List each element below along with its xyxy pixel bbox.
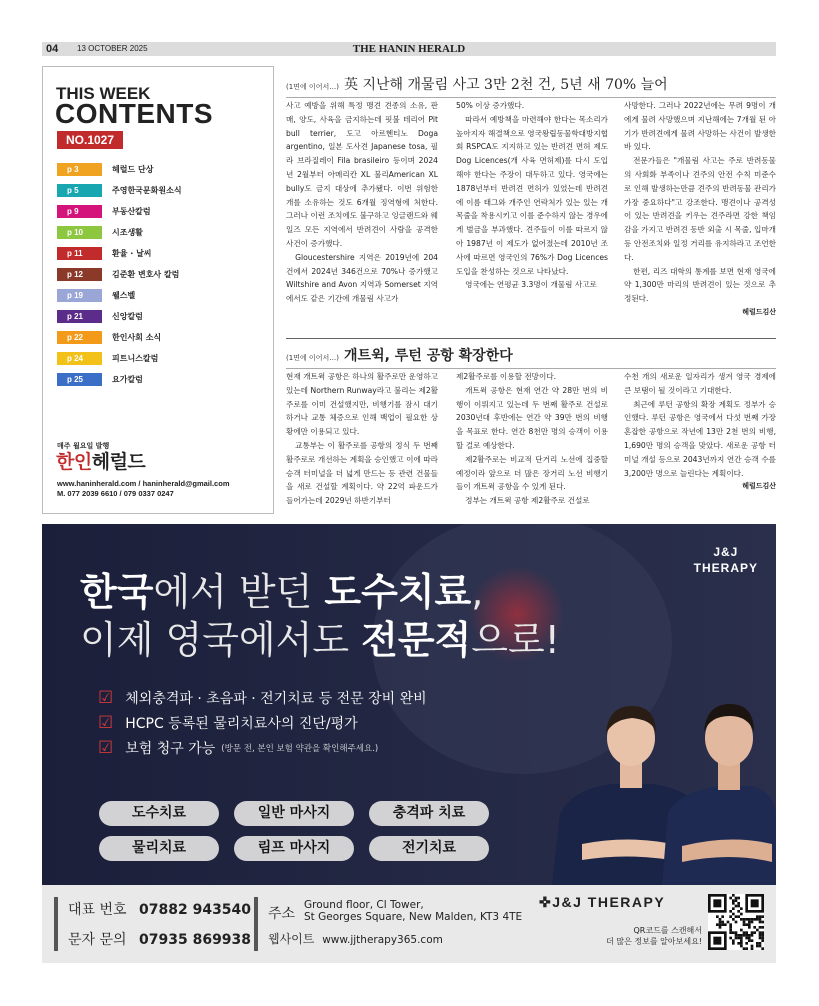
- article1-column-2: [456, 99, 608, 292]
- service-pill: 물리치료: [99, 836, 219, 861]
- article2-continued: (1면에 이어서…): [286, 354, 339, 362]
- website-email: www.haninherald.com / haninherald@gmail.com: [57, 479, 230, 488]
- contents-page-badge: p 25: [57, 373, 102, 386]
- logo-jj: J&J: [713, 545, 739, 559]
- article2-column-1: [286, 370, 438, 508]
- text-phone-row: [68, 929, 251, 949]
- article-paragraph: 현재 개트윅 공항은 하나의 활주로만 운영하고 있는데 Northern Runway라고 불리는 제2활주로를 이미 건설했지만, 비행기를 잠시 대기하거나 교통 체증으로 인해 백업이 필요한 상황에만 이용되고 있다.: [286, 372, 438, 437]
- contents-page-badge: p 3: [57, 163, 102, 176]
- article-paragraph: 한편, 리즈 대학의 통계를 보면 현재 영국에 약 1,300만 마리의 반려견이 있는 것으로 추정된다.: [624, 266, 776, 304]
- qr-caption-2: 더 많은 정보를 알아보세요!: [606, 937, 702, 946]
- article-paragraph: 영국에는 연평균 3.3명이 개물림 사고로: [465, 280, 597, 290]
- contents-item: [57, 331, 161, 344]
- text-phone-label: 문자 문의: [68, 932, 127, 948]
- headline-professional: 전문적: [361, 618, 472, 662]
- service-pill: 일반 마사지: [234, 801, 354, 826]
- jj-therapy-logo: [694, 544, 758, 576]
- article2-column-3: [624, 370, 776, 494]
- contents-item: [57, 268, 179, 281]
- page-number: 04: [46, 43, 59, 55]
- rep-phone-number: 07882 943540: [139, 902, 252, 918]
- footer-brand-text: J&J THERAPY: [552, 894, 666, 910]
- website-label: 웹사이트: [268, 932, 315, 946]
- contents-page-badge: p 19: [57, 289, 102, 302]
- logo-red-part: 한인: [56, 451, 92, 473]
- contents-box: [42, 66, 274, 514]
- headline-end: 으로!: [471, 618, 560, 662]
- contents-page-badge: p 12: [57, 268, 102, 281]
- article-paragraph: 제2활주로를 이용할 전망이다.: [456, 372, 557, 381]
- checklist-item: [98, 688, 427, 708]
- newspaper-name: THE HANIN HERALD: [352, 43, 466, 55]
- ad-headline-1: [80, 570, 483, 614]
- contents-item: [57, 163, 153, 176]
- jj-therapy-advertisement: [42, 524, 776, 885]
- checkbox-icon: ☑: [98, 713, 114, 733]
- contents-item-label: 부동산칼럼: [112, 207, 151, 216]
- footer-brand: [539, 894, 665, 911]
- article-paragraph: 개트윅 공항은 현재 연간 약 28만 번의 비행이 이뤄지고 있는데 두 번째 활주로 건설로 2030년대 후반에는 연간 약 39만 번의 비행을 목표로 한다. 연간 8천만 명의 승객이 이용할 걸로 예상한다.: [456, 385, 608, 450]
- article2-column-2: [456, 370, 608, 508]
- website-row: [268, 930, 443, 947]
- headline-korea: 한국: [80, 570, 154, 614]
- headline-manual-therapy: 도수치료: [324, 570, 472, 614]
- contents-item-label: 웰스벨: [112, 291, 136, 300]
- article-paragraph: Gloucestershire 지역은 2019년에 204건에서 2024년 346건으로 70%나 증가했고 Wiltshire and Avon 지역과 Somerset 지역에서도 같은 기간에 개물림 사고가: [286, 252, 438, 304]
- article-paragraph: 최근에 루턴 공항의 확장 계획도 정부가 승인했다. 루턴 공항은 영국에서 다섯 번째 가장 혼잡한 공항으로 작년에 13만 2천 번의 비행, 1,690만 명의 승객을 맞았다. 새로운 공항 터미널 개설 등으로 2043년까지 연간 승객 수를 3,200만 명으로 늘린다는 계획이다.: [624, 399, 776, 478]
- contents-title: CONTENTS: [55, 98, 213, 129]
- qr-caption: [602, 925, 702, 947]
- article1-title: 英 지난해 개물림 사고 3만 2천 건, 5년 새 70% 늘어: [344, 77, 668, 93]
- rep-phone-label: 대표 번호: [68, 902, 127, 918]
- article-paragraph: 수천 개의 새로운 일자리가 생겨 영국 경제에 큰 보탬이 될 것이라고 기대한다.: [624, 372, 776, 395]
- contents-item: [57, 226, 143, 239]
- article-paragraph: 사망한다. 그러나 2022년에는 무려 9명이 개에게 물려 사망했으며 지난해에는 7개월 된 아기가 반려견에게 물려 사망하는 사건이 발생한 바 있다.: [624, 101, 776, 152]
- contents-page-badge: p 21: [57, 310, 102, 323]
- contents-page-badge: p 22: [57, 331, 102, 344]
- weekly-label: 매주 월요일 발행: [57, 442, 110, 450]
- page-header: [42, 42, 776, 56]
- footer-divider-1: [54, 897, 58, 951]
- phone-numbers: M. 077 2039 6610 / 079 0337 0247: [57, 489, 174, 498]
- address-line-2: St Georges Square, New Malden, KT3 4TE: [304, 911, 523, 923]
- checklist-note: (방문 전, 본인 보험 약관을 확인해주세요.): [221, 744, 379, 754]
- checklist-text: 보험 청구 가능: [125, 741, 216, 757]
- article1-headline: [286, 74, 668, 94]
- hanin-herald-logo: [56, 451, 145, 473]
- article-paragraph: 따라서 예방책을 마련해야 한다는 목소리가 높아지자 해결책으로 영국왕립동물학대방지협회 RSPCA도 지지하고 있는 반려견 면허 제도 Dog Licences(개 사육 면허제)를 다시 도입해야 한다는 주장이 대두하고 있다. 영국에는 1878년부터 반려견 면허가 있었는데 반려견에 이름 태그와 개주인 연락처가 있는 있는 개 목줄을 착용시키고 이를 준수하지 않는 경우에게 벌금을 부과했다. 견주들이 이를 따르지 않아 1987년 이 제도가 없어졌는데 2010년 조사에 따르면 영국인의 76%가 Dog Licences 도입을 찬성하는 것으로 나타났다.: [456, 114, 608, 276]
- article-paragraph: 교통부는 이 활주로를 공항의 정식 두 번째 활주로로 개선하는 계획을 승인했고 이에 따라 승객 터미널을 더 넓게 만드는 등 관련 건물들을 새로 건설할 계획이다. 약 22억 파운드가 들어가는데 2029년 하반기부터: [286, 440, 438, 506]
- website-url[interactable]: www.jjtherapy365.com: [322, 934, 443, 946]
- article1-rule: [286, 97, 776, 98]
- contents-page-badge: p 9: [57, 205, 102, 218]
- service-pill: 도수치료: [99, 801, 219, 826]
- article2-title: 개트윅, 루턴 공항 확장한다: [344, 348, 513, 364]
- contents-item: [57, 289, 135, 302]
- rep-phone-row: [68, 899, 251, 919]
- this-week-label: THIS WEEK: [56, 84, 151, 103]
- checklist-item: [98, 738, 378, 758]
- contents-item-label: 김준환 변호사 칼럼: [112, 270, 180, 279]
- contents-item-label: 환율 · 날씨: [112, 249, 152, 258]
- article1-continued: (1면에 이어서…): [286, 83, 339, 91]
- contents-item-label: 주영한국문화원소식: [112, 186, 182, 195]
- article2-rule: [286, 368, 776, 369]
- therapists-photo: [542, 694, 776, 885]
- article1-column-1: [286, 99, 438, 306]
- qr-caption-1: QR코드를 스캔해서: [633, 926, 702, 935]
- text-phone-number: 07935 869938: [139, 932, 252, 948]
- brand-mark-icon: ✜: [539, 894, 553, 910]
- address-line-1: Ground floor, Cl Tower,: [304, 899, 424, 911]
- contents-page-badge: p 5: [57, 184, 102, 197]
- article-paragraph: 전문가들은 "개물림 사고는 주로 반려동물의 사회화 부족이나 견주의 안전 수칙 미준수로 인해 발생하는만큼 견주의 반려동물 관리가 가장 중요하다"고 강조한다. 맹견이나 공격성이 있는 반려견을 키우는 견주라면 강한 책임감을 가지고 반려견 동반 외출 시 목줄, 입마개 등 안전조치와 일정 거리를 유지하라고 조언한다.: [624, 156, 776, 262]
- contents-item: [57, 310, 143, 323]
- contents-item-label: 피트니스칼럼: [112, 354, 159, 363]
- article-byline: 헤럴드김산: [742, 307, 776, 316]
- article2-headline: [286, 345, 513, 365]
- contents-item-label: 신앙칼럼: [112, 312, 143, 321]
- contact-info: [57, 479, 229, 499]
- contents-item: [57, 247, 152, 260]
- headline-received: 에서 받던: [153, 570, 325, 614]
- qr-code-icon[interactable]: [708, 894, 764, 950]
- footer-divider-2: [254, 897, 258, 951]
- contents-item: [57, 352, 158, 365]
- contents-item-label: 시조생활: [112, 228, 143, 237]
- address: [304, 899, 522, 923]
- article2-top-rule: [286, 338, 776, 339]
- service-pill: 전기치료: [369, 836, 489, 861]
- ad-contact-footer: [42, 885, 776, 963]
- issue-date: 13 OCTOBER 2025: [77, 44, 148, 53]
- article-paragraph: 제2활주로는 비교적 단거리 노선에 집중할 예정이라 앞으로 더 많은 장거리 노선 비행기들이 개트윅 공항을 수 있게 된다.: [456, 454, 608, 492]
- contents-item-label: 한인사회 소식: [112, 333, 162, 342]
- service-pill: 림프 마사지: [234, 836, 354, 861]
- service-pill: 충격파 치료: [369, 801, 489, 826]
- issue-number: NO.1027: [57, 131, 123, 149]
- contents-page-badge: p 11: [57, 247, 102, 260]
- contents-item-label: 헤럴드 단상: [112, 165, 154, 174]
- headline-comma: ,: [471, 570, 484, 614]
- contents-page-badge: p 24: [57, 352, 102, 365]
- contents-item: [57, 184, 182, 197]
- contents-item-label: 요가칼럼: [112, 375, 143, 384]
- checklist-text: HCPC 등록된 물리치료사의 진단/평가: [125, 716, 358, 732]
- address-label: 주소: [268, 906, 296, 922]
- article-paragraph: 정부는 개트윅 공항 제2활주로 건설로: [465, 496, 590, 506]
- article1-column-3: [624, 99, 776, 320]
- logo-dark-part: 헤럴드: [91, 451, 146, 473]
- contents-page-badge: p 10: [57, 226, 102, 239]
- checkbox-icon: ☑: [98, 688, 114, 708]
- checklist-text: 체외충격파 · 초음파 · 전기치료 등 전문 장비 완비: [125, 691, 427, 707]
- article-byline: 헤럴드김산: [742, 482, 776, 491]
- logo-therapy: THERAPY: [693, 561, 758, 575]
- headline-now-uk: 이제 영국에서도: [80, 618, 362, 662]
- ad-headline-2: [80, 618, 560, 662]
- contents-item: [57, 373, 143, 386]
- contents-item: [57, 205, 151, 218]
- checkbox-icon: ☑: [98, 738, 114, 758]
- article-paragraph: 50% 이상 증가했다.: [456, 101, 525, 110]
- checklist-item: [98, 713, 358, 733]
- article-paragraph: 사고 예방을 위해 특정 맹견 견종의 소유, 판매, 양도, 사육을 금지하는데 핏불 테리어 Pit bull terrier, 도고 아르헨티노 Doga argentino, 일본 도사견 Japanese tosa, 필라 브라질레이 Fila brasileiro 등이며 2024년 2월부터 아메리칸 XL 불리American XL bully도 금지 대상에 추가됐다. 이번 위험한 개를 소유하는 것도 6개월 징역형에 처한다. 그러나 이런 조치에도 불구하고 잉글랜드와 웨일즈 모든 지역에서 반려견이 사람을 공격한 사건이 증가했다.: [286, 101, 438, 248]
